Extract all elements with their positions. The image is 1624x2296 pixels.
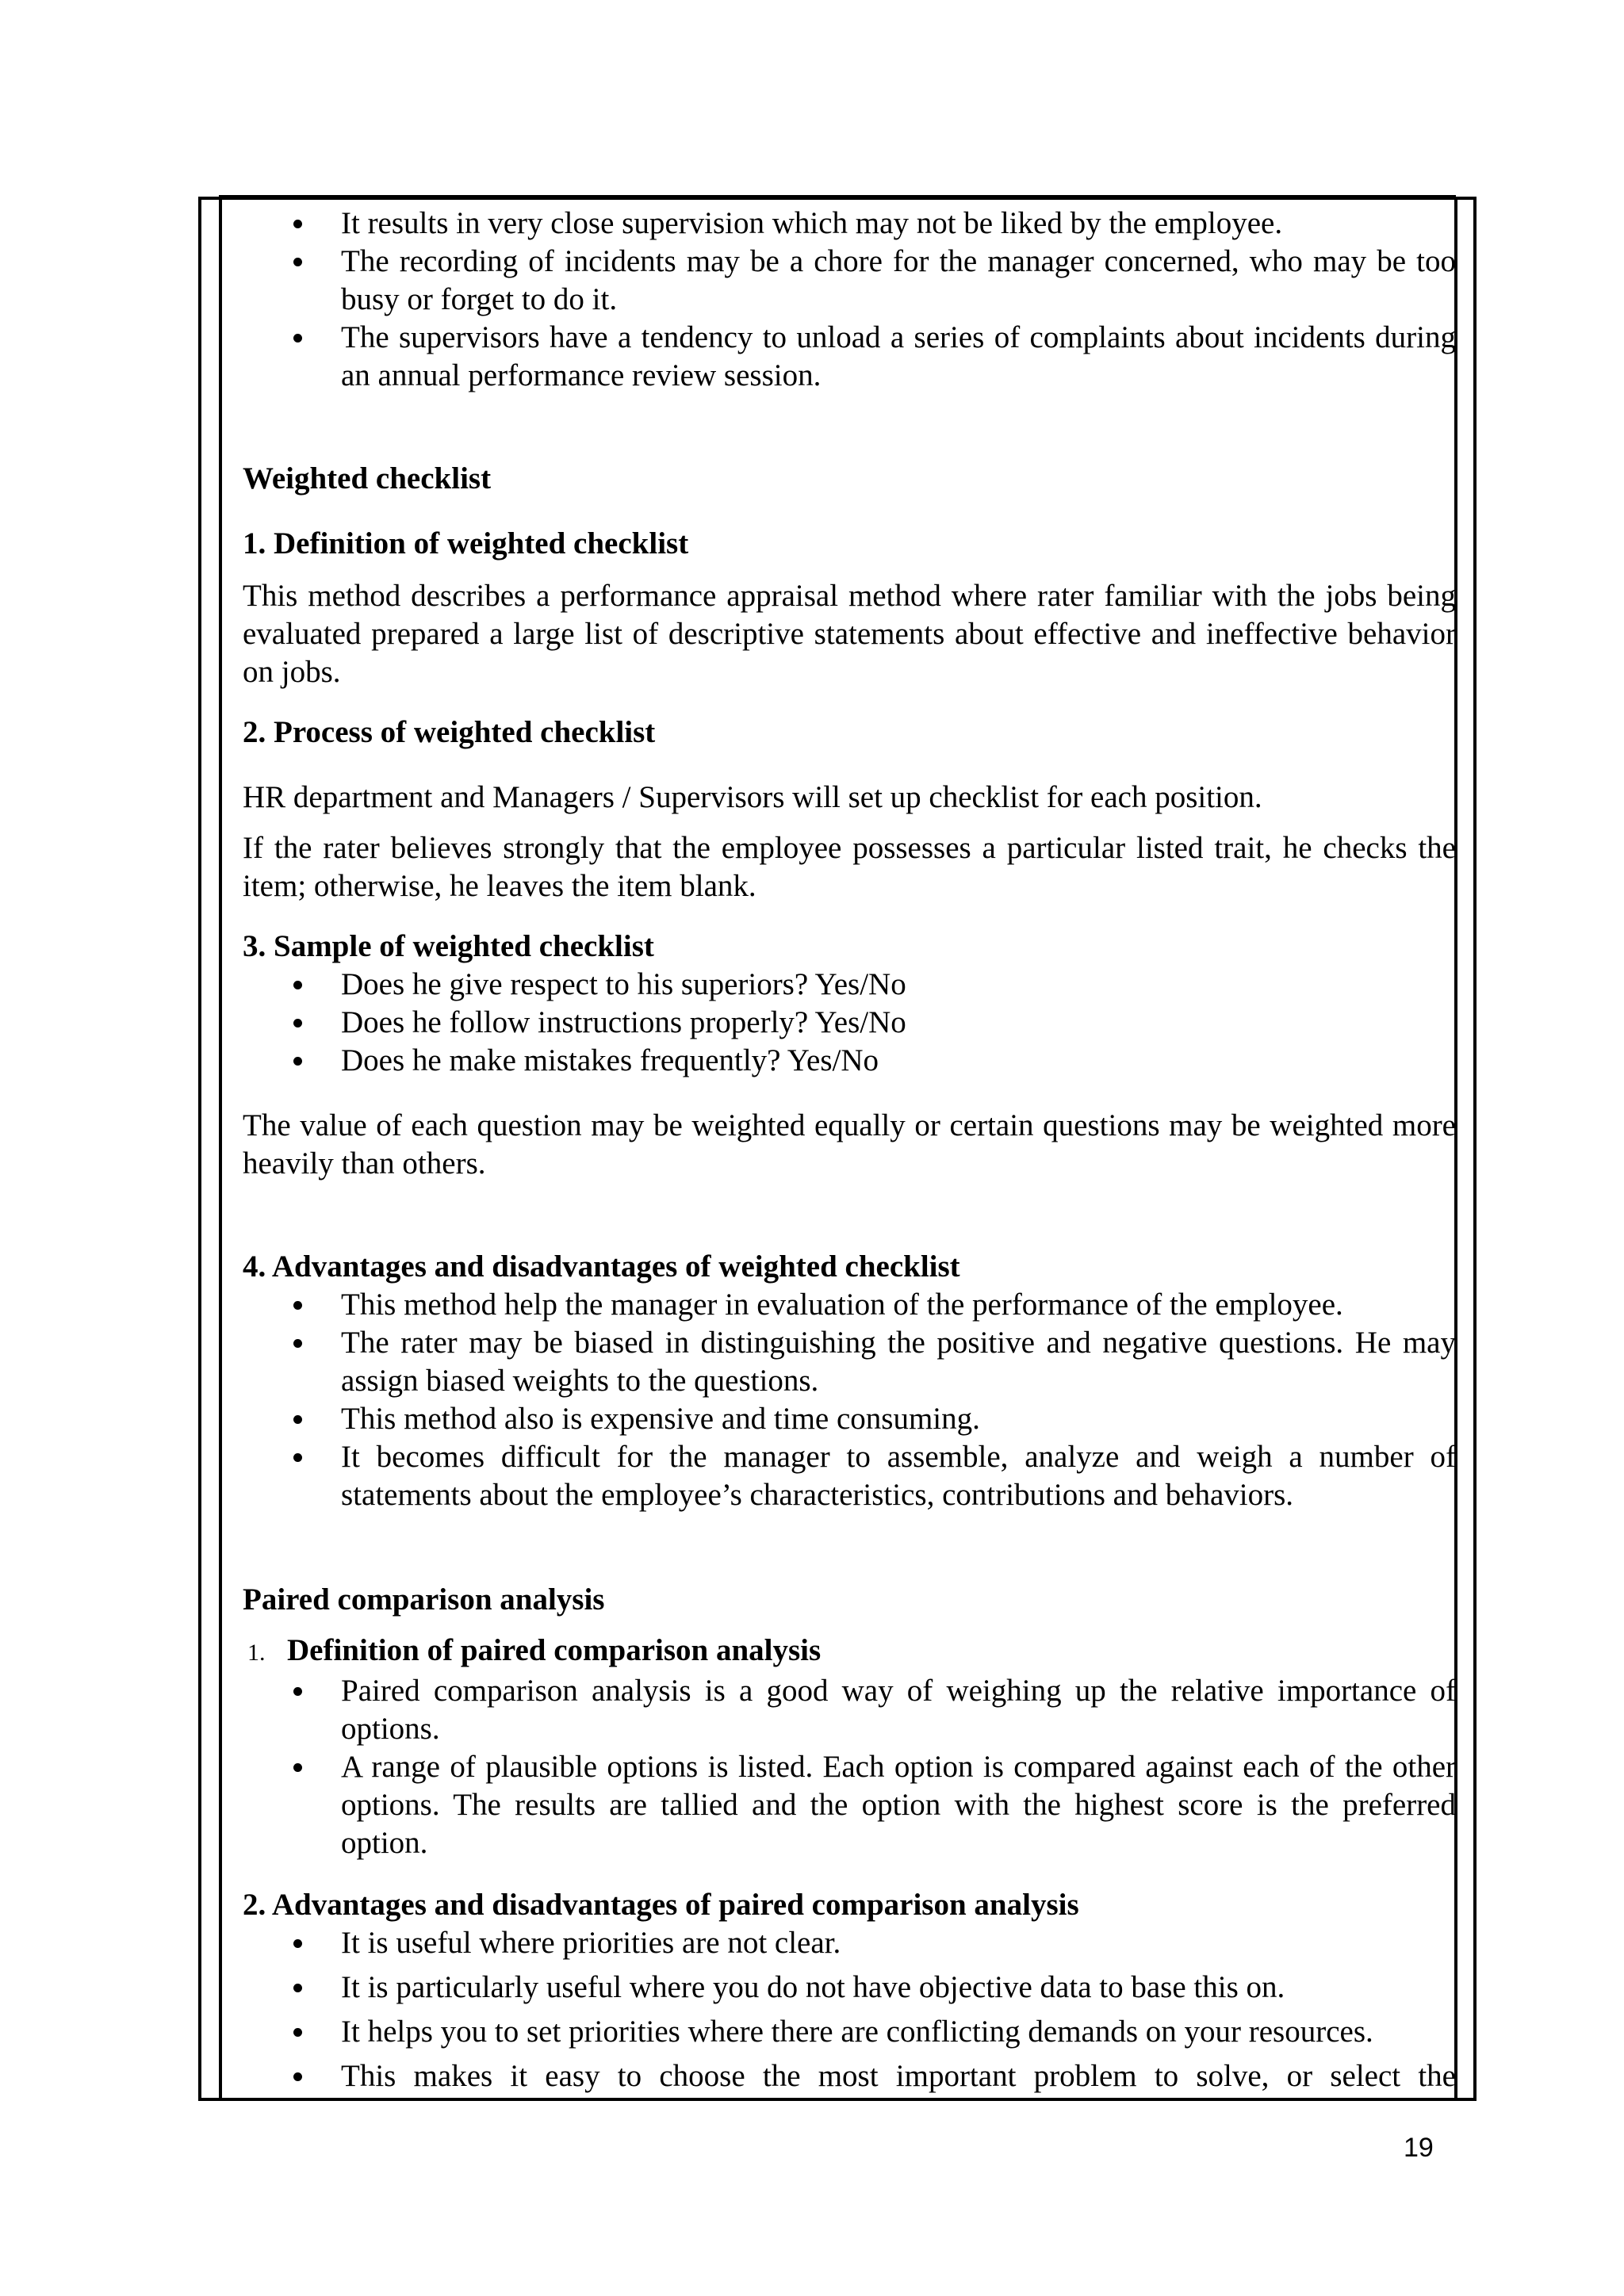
- section-title-weighted: Weighted checklist: [243, 461, 492, 496]
- bullet-icon: [293, 2072, 302, 2081]
- list-item: [243, 1286, 1456, 1324]
- bullet-icon: [293, 258, 302, 266]
- bullet-icon: [293, 1687, 302, 1696]
- bullet-icon: [293, 1984, 302, 1992]
- list-item-text: The rater may be biased in distinguishing the positive and negative questions. He may assign biased weights to the questions.: [341, 1326, 1456, 1398]
- list-item: [243, 1748, 1456, 1862]
- bullet-icon: [293, 220, 302, 228]
- list-item: [243, 243, 1456, 319]
- frame-left-rule: [219, 197, 222, 2101]
- weighted-sample-list: [243, 966, 1456, 1080]
- weighted-definition-text: This method describes a performance appraisal method where rater familiar with the jobs being evaluated prepared a large list of descriptive statements about effective and ineffective behavior on jobs.: [243, 579, 1456, 689]
- list-item: [243, 1004, 1456, 1042]
- weighted-process-text-1: HR department and Managers / Supervisors will set up checklist for each position.: [243, 780, 1262, 814]
- page-content: [243, 205, 1456, 2102]
- bullet-icon: [293, 1301, 302, 1310]
- frame-top-rule: [219, 195, 1456, 199]
- list-item-text: Does he follow instructions properly? Yes/No: [341, 1005, 906, 1039]
- list-item-text: This method also is expensive and time consuming.: [341, 1402, 980, 1436]
- list-item: [243, 319, 1456, 395]
- list-item-text: The recording of incidents may be a chore for the manager concerned, who may be too busy or forget to do it.: [341, 244, 1456, 316]
- list-item-text: This method help the manager in evaluation of the performance of the employee.: [341, 1288, 1343, 1322]
- list-item-text: It helps you to set priorities where there are conflicting demands on your resources.: [341, 2015, 1373, 2049]
- list-item-text: It is particularly useful where you do not have objective data to base this on.: [341, 1970, 1285, 2004]
- list-item-text: Does he make mistakes frequently? Yes/No: [341, 1043, 879, 1077]
- bullet-icon: [293, 2028, 302, 2037]
- weighted-process-text-2: If the rater believes strongly that the employee possesses a particular listed trait, he checks the item; otherwise, he leaves the item blank.: [243, 831, 1456, 903]
- list-item: [243, 1438, 1456, 1514]
- list-item: [243, 1969, 1456, 2007]
- list-item-text: It results in very close supervision which may not be liked by the employee.: [341, 206, 1283, 240]
- section-title-paired: Paired comparison analysis: [243, 1582, 605, 1617]
- paired-advantages-heading: 2. Advantages and disadvantages of paired comparison analysis: [243, 1888, 1079, 1922]
- paired-definition-heading: [243, 1632, 1456, 1672]
- bullet-icon: [293, 334, 302, 342]
- list-item: [243, 966, 1456, 1004]
- list-item: [243, 205, 1456, 243]
- bullet-icon: [293, 981, 302, 989]
- list-item-text: It is useful where priorities are not clear.: [341, 1926, 841, 1960]
- bullet-icon: [293, 1453, 302, 1462]
- weighted-process-heading: 2. Process of weighted checklist: [243, 715, 656, 749]
- paired-advantages-list: [243, 1924, 1456, 2095]
- list-item-text: This makes it easy to choose the most important problem to solve, or select the: [341, 2059, 1456, 2093]
- bullet-icon: [293, 1415, 302, 1424]
- list-item-text: Paired comparison analysis is a good way of weighing up the relative importance of options.: [341, 1674, 1456, 1746]
- weighted-sample-note: The value of each question may be weighted equally or certain questions may be weighted more heavily than others.: [243, 1108, 1456, 1181]
- list-item-text: Does he give respect to his superiors? Yes/No: [341, 967, 906, 1001]
- intro-bullet-list: [243, 205, 1456, 395]
- bullet-icon: [293, 1019, 302, 1027]
- bullet-icon: [293, 1339, 302, 1348]
- weighted-sample-heading: 3. Sample of weighted checklist: [243, 929, 654, 963]
- list-item: [243, 1042, 1456, 1080]
- bullet-icon: [293, 1057, 302, 1066]
- weighted-advantages-heading: 4. Advantages and disadvantages of weighted checklist: [243, 1249, 960, 1284]
- list-item-text: A range of plausible options is listed. Each option is compared against each of the other options. The results are tallied and the option with the highest score is the preferred option.: [341, 1750, 1456, 1860]
- bullet-icon: [293, 1939, 302, 1948]
- heading-number: 1.: [247, 1640, 266, 1666]
- list-item: [243, 2057, 1456, 2095]
- list-item-text: The supervisors have a tendency to unload a series of complaints about incidents during an annual performance review session.: [341, 320, 1456, 392]
- list-item: [243, 1324, 1456, 1400]
- list-item: [243, 1400, 1456, 1438]
- paired-definition-list: [243, 1672, 1456, 1862]
- weighted-advantages-list: [243, 1286, 1456, 1514]
- heading-text: Definition of paired comparison analysis: [287, 1633, 822, 1667]
- list-item: [243, 1672, 1456, 1748]
- page-number: 19: [1404, 2133, 1434, 2163]
- list-item-text: It becomes difficult for the manager to assemble, analyze and weigh a number of statements about the employee’s characteristics, contributions and behaviors.: [341, 1440, 1456, 1512]
- bullet-icon: [293, 1763, 302, 1772]
- weighted-definition-heading: 1. Definition of weighted checklist: [243, 526, 689, 561]
- list-item: [243, 1924, 1456, 1962]
- list-item: [243, 2013, 1456, 2051]
